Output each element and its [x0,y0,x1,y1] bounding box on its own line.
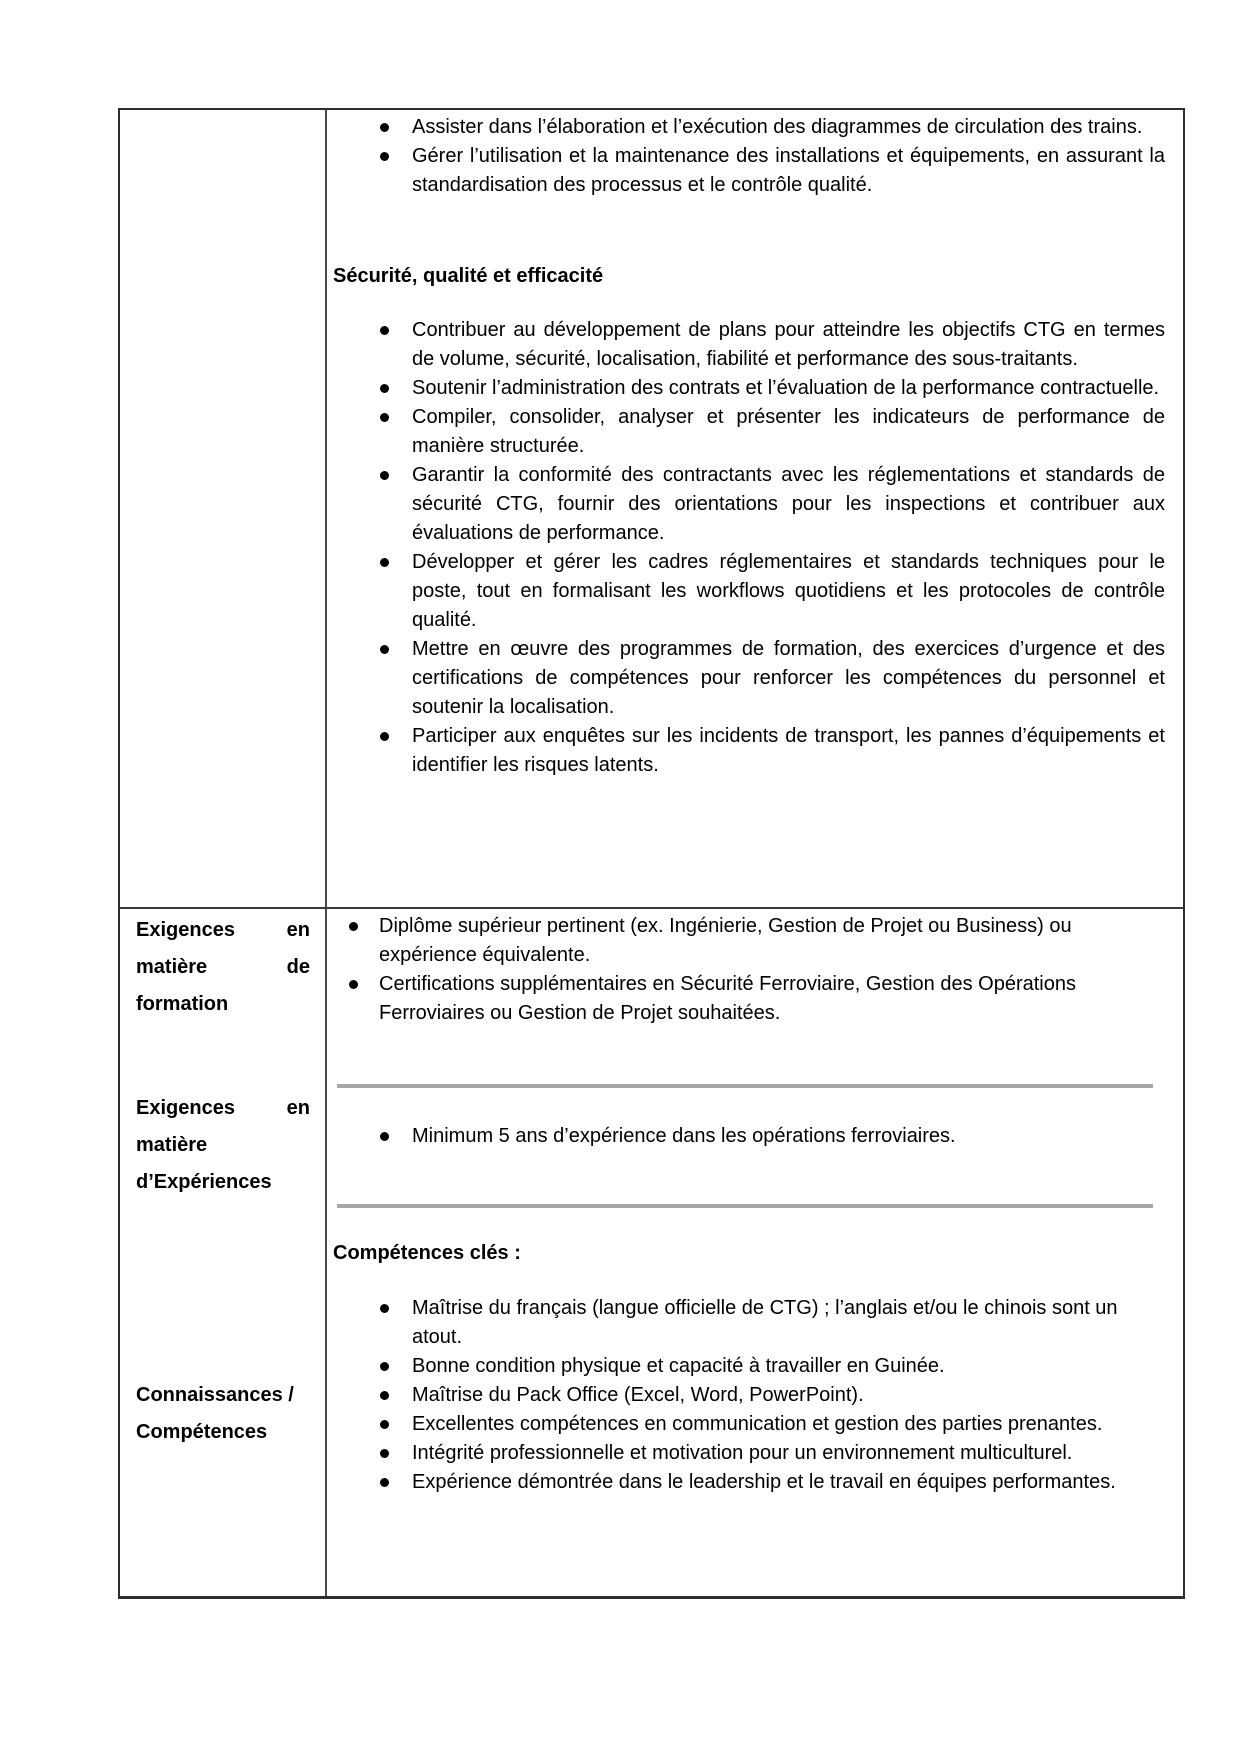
intro-bullet-list [327,113,1165,200]
label-text: matière [136,1134,208,1156]
label-text: Exigences [136,919,235,941]
bullet-item: Contribuer au développement de plans pour atteindre les objectifs CTG en termes de volume, sécurité, localisation, fiabilité et performance des sous-traitants. [327,316,1165,374]
label-line [136,1414,310,1451]
bullet-item: Bonne condition physique et capacité à travailler en Guinée. [327,1352,1165,1381]
label-line [136,1377,310,1414]
bullet-item: Participer aux enquêtes sur les incidents de transport, les pannes d’équipements et identifier les risques latents. [327,722,1165,780]
bullet-item: Excellentes compétences en communication et gestion des parties prenantes. [327,1410,1165,1439]
label-text: formation [136,993,229,1015]
bullet-item: Assister dans l’élaboration et l’exécution des diagrammes de circulation des trains. [327,113,1165,142]
label-line [136,986,310,1023]
table-row-requirements [120,909,1183,1596]
experience-bullet-list [327,1122,1165,1151]
label-text: de [286,956,310,978]
section-heading-safety: Sécurité, qualité et efficacité [333,265,604,287]
label-text: matière [136,956,208,978]
label-text: Compétences [136,1421,268,1443]
label-line [136,1127,310,1164]
bullet-item: Minimum 5 ans d’expérience dans les opérations ferroviaires. [327,1122,1165,1151]
formation-bullet-list [327,912,1165,1028]
label-line [136,1090,310,1127]
label-text: Connaissances / [136,1384,294,1406]
safety-bullet-list [327,316,1165,780]
label-line [136,949,310,986]
requirement-label-experience [136,1090,310,1201]
responsibilities-content-cell [327,110,1183,907]
bullet-item: Soutenir l’administration des contrats et l’évaluation de la performance contractuelle. [327,374,1165,403]
requirement-label-skills [136,1377,310,1451]
bullet-item: Expérience démontrée dans le leadership et le travail en équipes performantes. [327,1468,1165,1497]
bullet-item: Intégrité professionnelle et motivation pour un environnement multiculturel. [327,1439,1165,1468]
label-line [136,1164,310,1201]
bullet-item: Maîtrise du Pack Office (Excel, Word, PowerPoint). [327,1381,1165,1410]
bullet-item: Compiler, consolider, analyser et présenter les indicateurs de performance de manière structurée. [327,403,1165,461]
job-description-table [118,108,1185,1599]
requirements-label-cell [120,909,327,1596]
label-text: en [286,919,310,941]
bullet-item: Garantir la conformité des contractants avec les réglementations et standards de sécurité CTG, fournir des orientations pour les inspections et contribuer aux évaluations de performance. [327,461,1165,548]
table-row-responsibilities [120,110,1183,909]
label-text: Exigences [136,1097,235,1119]
label-text: en [286,1097,310,1119]
requirements-content-cell [327,909,1183,1596]
skills-bullet-list [327,1294,1165,1497]
bullet-item: Maîtrise du français (langue officielle de CTG) ; l’anglais et/ou le chinois sont un atout. [327,1294,1165,1352]
section-divider-rule [337,1204,1153,1208]
section-heading-skills: Compétences clés : [333,1242,521,1264]
bullet-item: Certifications supplémentaires en Sécurité Ferroviaire, Gestion des Opérations Ferroviaires ou Gestion de Projet souhaitées. [327,970,1165,1028]
requirement-label-formation [136,912,310,1023]
section-divider-rule [337,1084,1153,1088]
bullet-item: Développer et gérer les cadres réglementaires et standards techniques pour le poste, tout en formalisant les workflows quotidiens et les protocoles de contrôle qualité. [327,548,1165,635]
label-text: d’Expériences [136,1171,272,1193]
bullet-item: Gérer l’utilisation et la maintenance des installations et équipements, en assurant la standardisation des processus et le contrôle qualité. [327,142,1165,200]
bullet-item: Mettre en œuvre des programmes de formation, des exercices d’urgence et des certifications de compétences pour renforcer les compétences du personnel et soutenir la localisation. [327,635,1165,722]
label-line [136,912,310,949]
responsibilities-label-cell-empty [120,110,327,907]
bullet-item: Diplôme supérieur pertinent (ex. Ingénierie, Gestion de Projet ou Business) ou expérience équivalente. [327,912,1165,970]
